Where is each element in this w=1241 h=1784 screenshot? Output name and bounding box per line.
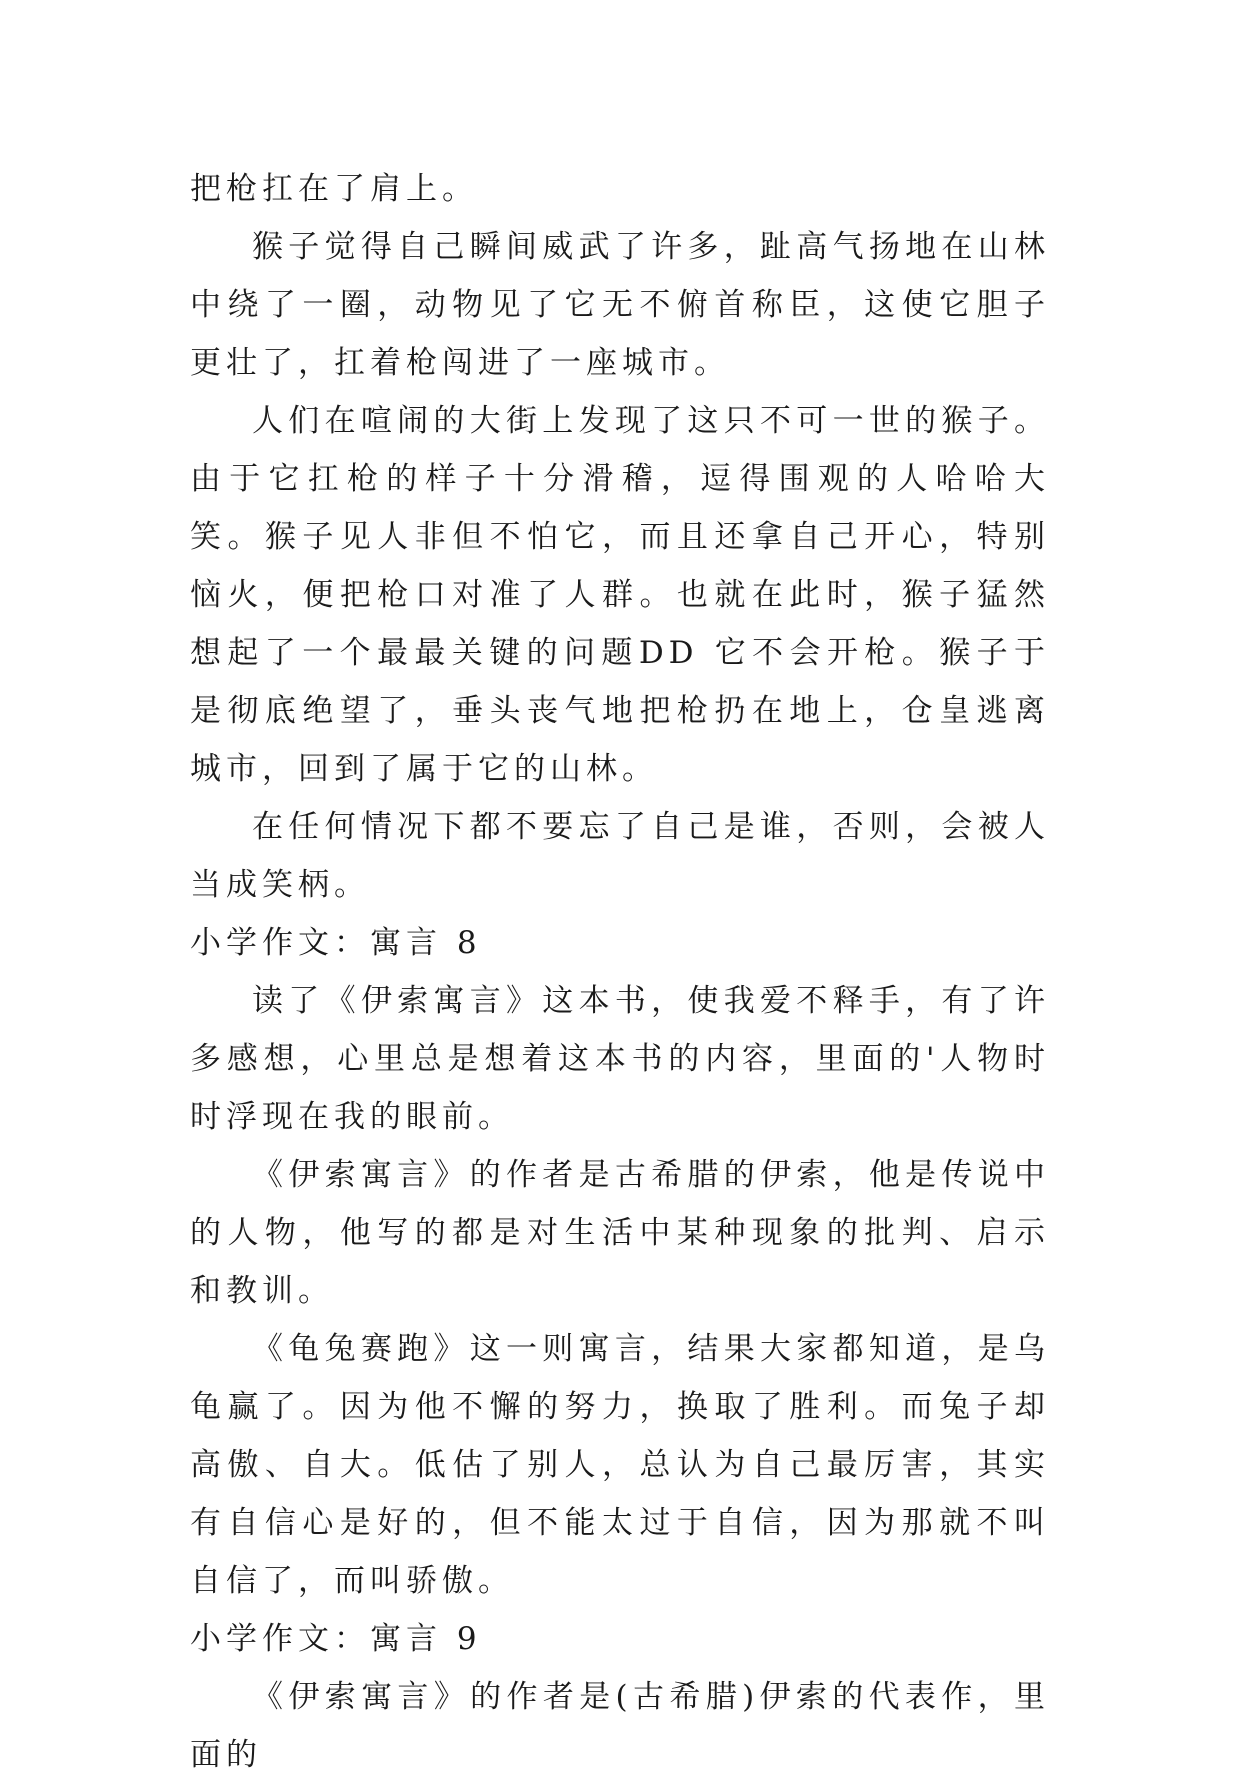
section-heading: 小学作文：寓言 8	[190, 925, 482, 961]
paragraph: 《伊索寓言》的作者是(古希腊)伊索的代表作，里面的	[190, 1679, 1050, 1773]
paragraph: 在任何情况下都不要忘了自己是谁，否则，会被人当成笑柄。	[190, 809, 1050, 903]
paragraph: 《伊索寓言》的作者是古希腊的伊索，他是传说中的人物，他写的都是对生活中某种现象的批判、启示和教训。	[190, 1157, 1050, 1309]
paragraph: 读了《伊索寓言》这本书，使我爱不释手，有了许多感想，心里总是想着这本书的内容，里面的'人物时时浮现在我的眼前。	[190, 983, 1050, 1135]
paragraph: 猴子觉得自己瞬间威武了许多，趾高气扬地在山林中绕了一圈，动物见了它无不俯首称臣，这使它胆子更壮了，扛着枪闯进了一座城市。	[190, 229, 1050, 381]
section-heading: 小学作文：寓言 9	[190, 1621, 482, 1657]
paragraph: 《龟兔赛跑》这一则寓言，结果大家都知道，是乌龟赢了。因为他不懈的努力，换取了胜利。而兔子却高傲、自大。低估了别人，总认为自己最厉害，其实有自信心是好的，但不能太过于自信，因为那就不叫自信了，而叫骄傲。	[190, 1331, 1050, 1599]
document-page	[190, 160, 1050, 1784]
text-continuation: 把枪扛在了肩上。	[190, 171, 478, 207]
paragraph: 人们在喧闹的大街上发现了这只不可一世的猴子。由于它扛枪的样子十分滑稽，逗得围观的人哈哈大笑。猴子见人非但不怕它，而且还拿自己开心，特别恼火，便把枪口对准了人群。也就在此时，猴子猛然想起了一个最最关键的问题DD 它不会开枪。猴子于是彻底绝望了，垂头丧气地把枪扔在地上，仓皇逃离城市，回到了属于它的山林。	[190, 403, 1050, 787]
